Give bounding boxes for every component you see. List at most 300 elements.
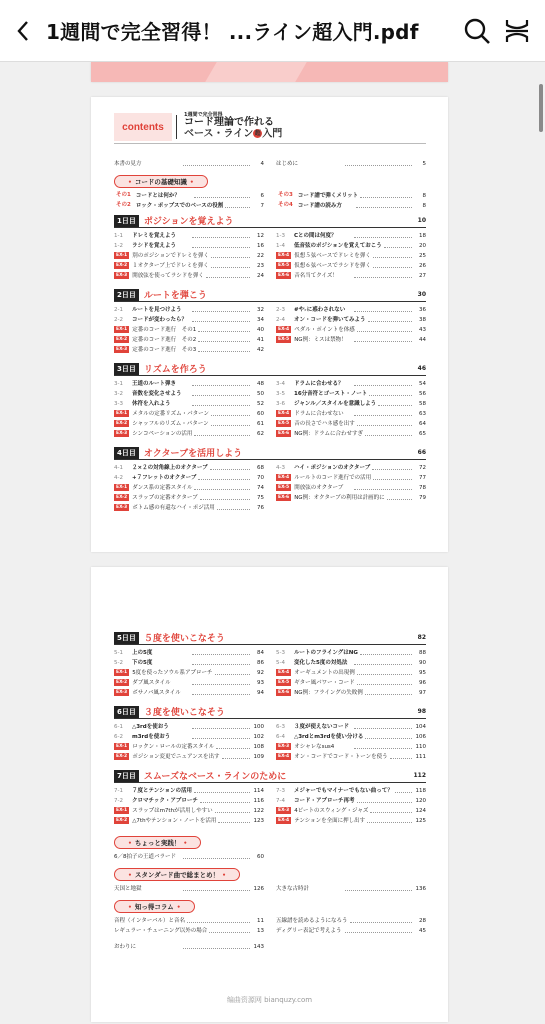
day-title: ５度を使いこなそう xyxy=(143,634,225,644)
entry-page: 109 xyxy=(253,754,264,760)
entry-page: 42 xyxy=(257,347,264,353)
toc-entry[interactable] xyxy=(276,241,426,251)
entry-page: 100 xyxy=(253,724,264,730)
exercise-badge: EX-5 xyxy=(278,263,290,268)
toc-entry[interactable] xyxy=(276,399,426,409)
exercise-badge: EX-3 xyxy=(278,808,290,813)
exercise-badge: EX-3 xyxy=(116,690,128,695)
entry-page: 63 xyxy=(419,411,426,417)
exercise-badge: EX-3 xyxy=(116,273,128,278)
entry-title: ジャンル／スタイルを意識しよう xyxy=(294,401,377,407)
entry-title: コードが変わったら？ xyxy=(132,317,187,323)
entry-title: 仮想６弦ベースでラシドを弾く xyxy=(294,263,371,269)
entry-title: △3rdを使おう xyxy=(132,724,169,730)
collapse-button[interactable] xyxy=(497,0,537,62)
exercise-badge: EX-3 xyxy=(116,505,128,510)
entry-page: 28 xyxy=(419,918,426,924)
entry-page: 77 xyxy=(419,475,426,481)
exercise-badge: EX-5 xyxy=(278,680,290,685)
toc-entry[interactable] xyxy=(276,648,426,658)
toc-entry[interactable] xyxy=(276,742,426,752)
toc-entry[interactable] xyxy=(276,251,426,261)
exercise-badge: EX-3 xyxy=(116,347,128,352)
entry-page: 13 xyxy=(257,928,264,934)
day-number: 1日目 xyxy=(114,215,139,227)
toc-entry[interactable] xyxy=(114,201,264,211)
entry-number: 7-2 xyxy=(114,798,123,804)
toc-entry[interactable] xyxy=(114,926,264,936)
day-number: 6日目 xyxy=(114,706,139,718)
entry-title: スラップの定番オクターブ xyxy=(132,495,198,501)
entry-title: 定番のコード進行 その2 xyxy=(132,337,197,343)
toc-entry[interactable] xyxy=(276,926,426,936)
entry-page: 86 xyxy=(257,660,264,666)
toc-entry[interactable] xyxy=(276,463,426,473)
entry-page: 40 xyxy=(257,327,264,333)
day-page: 46 xyxy=(417,365,426,372)
entry-page: 38 xyxy=(419,317,426,323)
entry-title: ロック・ポップスでのベースの役割 xyxy=(135,203,224,209)
top-toolbar xyxy=(0,0,545,62)
exercise-badge: EX-2 xyxy=(116,421,128,426)
entry-title: 16分音符とゴースト・ノート xyxy=(294,391,368,397)
entry-title: コード譜で弾くメリット xyxy=(297,193,359,199)
entry-page: 60 xyxy=(257,854,264,860)
entry-page: 4 xyxy=(260,161,264,167)
day-heading[interactable] xyxy=(114,446,426,460)
entry-number: 7-4 xyxy=(276,798,285,804)
exercise-badge: EX-6 xyxy=(278,431,290,436)
toc-entry[interactable] xyxy=(114,942,264,952)
entry-title: ポジション変更でニュアンスを出す xyxy=(132,754,220,760)
contents-badge: contents xyxy=(114,113,172,141)
toc-entry[interactable] xyxy=(276,816,426,826)
entry-page: 24 xyxy=(257,273,264,279)
toc-entry[interactable] xyxy=(114,796,264,806)
entry-page: 70 xyxy=(257,475,264,481)
entry-number: 2-3 xyxy=(276,307,285,313)
entry-title: 5度を使ったソウル系アプローチ xyxy=(132,670,213,676)
toc-entry[interactable] xyxy=(276,271,426,281)
toc-entry[interactable] xyxy=(114,409,264,419)
toc-entry[interactable] xyxy=(114,493,264,503)
toc-entry[interactable] xyxy=(114,389,264,399)
entry-page: 116 xyxy=(253,798,264,804)
entry-number: 5-4 xyxy=(276,660,285,666)
entry-title: 本書の見方 xyxy=(114,161,142,167)
entry-page: 93 xyxy=(257,680,264,686)
entry-page: 26 xyxy=(419,263,426,269)
toc-entry[interactable] xyxy=(114,688,264,698)
entry-page: 74 xyxy=(257,485,264,491)
entry-title: ルートを見つけよう xyxy=(132,307,182,313)
toc-entry[interactable] xyxy=(114,503,264,513)
toc-entry[interactable] xyxy=(114,191,264,201)
toc-entry[interactable] xyxy=(276,722,426,732)
entry-number: 7-3 xyxy=(276,788,285,794)
entry-page: 64 xyxy=(419,421,426,427)
entry-page: 7 xyxy=(260,203,264,209)
entry-title: 下の5度 xyxy=(132,660,153,666)
entry-page: 88 xyxy=(419,650,426,656)
entry-title: ハイ・ポジションのオクターブ xyxy=(294,465,371,471)
entry-page: 56 xyxy=(419,391,426,397)
day-title: スムーズなベース・ラインのために xyxy=(143,772,287,782)
entry-page: 124 xyxy=(415,808,426,814)
entry-title: 音程（インターバル）と音名 xyxy=(114,918,186,924)
entry-page: 20 xyxy=(419,243,426,249)
exercise-badge: EX-3 xyxy=(278,744,290,749)
toc-entry[interactable] xyxy=(114,271,264,281)
back-button[interactable] xyxy=(0,0,46,62)
toc-entry[interactable] xyxy=(114,241,264,251)
toc-entry[interactable] xyxy=(114,816,264,826)
day-number: 4日目 xyxy=(114,447,139,459)
entry-number: 5-2 xyxy=(114,660,123,666)
toc-entry[interactable] xyxy=(114,305,264,315)
search-icon xyxy=(463,17,491,45)
section-pill: • 知っ得コラム • xyxy=(114,900,195,913)
entry-number: 1-3 xyxy=(276,233,285,239)
search-button[interactable] xyxy=(457,0,497,62)
toc-entry[interactable] xyxy=(114,742,264,752)
entry-page: 44 xyxy=(419,337,426,343)
entry-title: NG例：フライングの失敗例 xyxy=(294,690,363,696)
toc-entry[interactable] xyxy=(114,884,264,894)
toc-entry[interactable] xyxy=(276,678,426,688)
entry-title: 音数を変化させよう xyxy=(132,391,182,397)
toc-entry[interactable] xyxy=(276,732,426,742)
book-title: 1週間で完全習得 コード理論で作れる ベース・ライン超 入門 xyxy=(184,112,283,140)
exercise-badge: EX-1 xyxy=(116,411,128,416)
entry-page: 110 xyxy=(415,744,426,750)
entry-page: 65 xyxy=(419,431,426,437)
entry-title: NG例：ドラムに合わせすぎ xyxy=(294,431,364,437)
toc-entry[interactable] xyxy=(114,678,264,688)
entry-title: オーギュメントの出現例 xyxy=(294,670,355,676)
toc-entry[interactable] xyxy=(114,419,264,429)
entry-title: 低音弦のポジションを覚えておこう xyxy=(294,243,382,249)
exercise-badge: EX-2 xyxy=(116,818,128,823)
entry-page: 5 xyxy=(422,161,426,167)
entry-title: Cとの間は何度？ xyxy=(294,233,337,239)
entry-title: 天国と地獄 xyxy=(114,886,142,892)
entry-page: 118 xyxy=(415,788,426,794)
entry-number: 6-3 xyxy=(276,724,285,730)
entry-number: 3-5 xyxy=(276,391,285,397)
entry-title: ロックン・ロールの定番スタイル xyxy=(132,744,215,750)
exercise-badge: EX-4 xyxy=(278,327,290,332)
entry-title: 開放弦のオクターブ xyxy=(294,485,344,491)
exercise-badge: その1 xyxy=(116,192,131,198)
exercise-badge: EX-6 xyxy=(278,273,290,278)
toc-entry[interactable] xyxy=(276,806,426,816)
toc-entry[interactable] xyxy=(276,389,426,399)
entry-page: 61 xyxy=(257,421,264,427)
toc-entry[interactable] xyxy=(114,325,264,335)
entry-title: クロマチック・アプローチ xyxy=(132,798,198,804)
entry-title: ダブ風スタイル xyxy=(132,680,171,686)
toc-entry[interactable] xyxy=(276,916,426,926)
entry-title: メジャーでもマイナーでもない曲って？ xyxy=(294,788,393,794)
toc-entry[interactable] xyxy=(114,315,264,325)
entry-number: 1-4 xyxy=(276,243,285,249)
entry-page: 78 xyxy=(419,485,426,491)
toc-entry[interactable] xyxy=(276,419,426,429)
entry-title: スラップはm7thが活用しやすい xyxy=(132,808,213,814)
entry-title: △3rdとm3rdを使い分ける xyxy=(294,734,364,740)
toc-entry[interactable] xyxy=(276,231,426,241)
day-page: 66 xyxy=(417,449,426,456)
entry-title: 定番のコード進行 その3 xyxy=(132,347,197,353)
toc-entry[interactable] xyxy=(114,722,264,732)
entry-title: ボサノバ風スタイル xyxy=(132,690,181,696)
entry-number: 4-3 xyxy=(276,465,285,471)
entry-number: 6-2 xyxy=(114,734,123,740)
entry-title: ２×２の対角線上のオクターブ xyxy=(132,465,208,471)
day-heading[interactable] xyxy=(114,705,426,719)
toc-entry[interactable] xyxy=(276,668,426,678)
exercise-badge: EX-2 xyxy=(116,337,128,342)
entry-number: 2-1 xyxy=(114,307,123,313)
toc-entry[interactable] xyxy=(276,315,426,325)
toc-entry[interactable] xyxy=(114,429,264,439)
entry-page: 22 xyxy=(257,253,264,259)
entry-page: 123 xyxy=(253,818,264,824)
prev-page-fragment xyxy=(91,62,448,82)
entry-page: 106 xyxy=(415,734,426,740)
entry-page: 97 xyxy=(419,690,426,696)
toc-entry[interactable] xyxy=(114,648,264,658)
toc-entry[interactable] xyxy=(114,732,264,742)
toc-entry[interactable] xyxy=(114,668,264,678)
entry-title: ラシドを覚えよう xyxy=(132,243,177,249)
scrollbar-thumb[interactable] xyxy=(539,84,543,132)
exercise-badge: その4 xyxy=(278,202,293,208)
entry-title: 大きな古時計 xyxy=(276,886,310,892)
day-heading[interactable] xyxy=(114,769,426,783)
section-pill: • スタンダード曲で総まとめ！ • xyxy=(114,868,240,881)
back-chevron-icon xyxy=(16,20,30,42)
day-number: 2日目 xyxy=(114,289,139,301)
entry-number: 3-4 xyxy=(276,381,285,387)
entry-title: メタルの定番リズム・パターン xyxy=(132,411,209,417)
toc-entry[interactable] xyxy=(114,473,264,483)
toc-entry[interactable] xyxy=(114,806,264,816)
entry-number: 1-1 xyxy=(114,233,123,239)
entry-page: 102 xyxy=(253,734,264,740)
entry-title: ルートのフライングはNG xyxy=(294,650,358,656)
entry-title: レギュラー・チューニング以外の場合 xyxy=(114,928,208,934)
toc-entry[interactable] xyxy=(114,345,264,355)
toc-entry[interactable] xyxy=(114,231,264,241)
day-heading[interactable] xyxy=(114,362,426,376)
exercise-badge: EX-5 xyxy=(278,337,290,342)
entry-title: コード譜の読み方 xyxy=(297,203,342,209)
entry-title: 4ビートのスウィング・ジャズ xyxy=(294,808,369,814)
toc-entry[interactable] xyxy=(114,786,264,796)
exercise-badge: EX-2 xyxy=(116,754,128,759)
exercise-badge: EX-1 xyxy=(116,670,128,675)
toc-entry[interactable] xyxy=(276,159,426,169)
exercise-badge: EX-4 xyxy=(278,411,290,416)
toc-entry[interactable] xyxy=(114,658,264,668)
toc-entry[interactable] xyxy=(276,658,426,668)
entry-page: 96 xyxy=(419,680,426,686)
entry-page: 104 xyxy=(415,724,426,730)
entry-page: 45 xyxy=(419,928,426,934)
entry-page: 34 xyxy=(257,317,264,323)
entry-page: 11 xyxy=(257,918,264,924)
toc-entry[interactable] xyxy=(276,305,426,315)
day-heading[interactable] xyxy=(114,631,426,645)
toc-entry[interactable] xyxy=(114,916,264,926)
toc-entry[interactable] xyxy=(114,852,264,862)
entry-page: 43 xyxy=(419,327,426,333)
exercise-badge: EX-1 xyxy=(116,744,128,749)
entry-page: 8 xyxy=(422,203,427,209)
day-heading[interactable] xyxy=(114,288,426,302)
toc-entry[interactable] xyxy=(276,409,426,419)
day-page: 30 xyxy=(417,291,426,298)
entry-page: 54 xyxy=(419,381,426,387)
exercise-badge: EX-2 xyxy=(116,680,128,685)
day-page: 82 xyxy=(417,634,426,641)
toc-entry[interactable] xyxy=(276,325,426,335)
toc-entry[interactable] xyxy=(276,752,426,762)
entry-page: 60 xyxy=(257,411,264,417)
entry-title: はじめに xyxy=(276,161,299,167)
entry-title: ギター風パワー・コード xyxy=(294,680,355,686)
entry-page: 108 xyxy=(253,744,264,750)
toc-entry[interactable] xyxy=(114,335,264,345)
entry-page: 125 xyxy=(415,818,426,824)
exercise-badge: EX-1 xyxy=(116,485,128,490)
exercise-badge: EX-6 xyxy=(278,495,290,500)
entry-page: 6 xyxy=(260,193,265,199)
entry-title: 音名当てクイズ！ xyxy=(294,273,338,279)
toc-entry[interactable] xyxy=(114,752,264,762)
entry-title: おわりに xyxy=(114,944,137,950)
toc-entry[interactable] xyxy=(276,473,426,483)
entry-page: 18 xyxy=(419,233,426,239)
entry-title: ペダル・ポイントを体感 xyxy=(294,327,355,333)
entry-title: △7thやテンション・ノートを活用 xyxy=(132,818,217,824)
entry-page: 94 xyxy=(257,690,264,696)
toc-entry[interactable] xyxy=(276,786,426,796)
toc-entry[interactable] xyxy=(276,796,426,806)
entry-title: ７度とテンションの活用 xyxy=(132,788,192,794)
toc-entry[interactable] xyxy=(114,399,264,409)
entry-title: #や♭に惑わされない xyxy=(294,307,346,313)
entry-page: 111 xyxy=(415,754,426,760)
entry-title: ダンス系の定番スタイル xyxy=(132,485,193,491)
exercise-badge: EX-3 xyxy=(116,431,128,436)
toc-entry[interactable] xyxy=(114,261,264,271)
toc-entry[interactable] xyxy=(276,191,426,201)
toc-entry[interactable] xyxy=(114,159,264,169)
entry-title: ドラムに合わせる？ xyxy=(294,381,344,387)
exercise-badge: EX-1 xyxy=(116,327,128,332)
day-page: 98 xyxy=(417,708,426,715)
toc-entry[interactable] xyxy=(276,335,426,345)
entry-page: 52 xyxy=(257,401,264,407)
toc-entry[interactable] xyxy=(276,884,426,894)
section-pill: • ちょっと実践！ • xyxy=(114,836,201,849)
entry-number: 5-3 xyxy=(276,650,285,656)
entry-title: +７フレットのオクターブ xyxy=(132,475,197,481)
entry-title: NG例：オクターブの利用は計画的に xyxy=(294,495,385,501)
toc-entry[interactable] xyxy=(114,379,264,389)
day-title: ３度を使いこなそう xyxy=(143,708,225,718)
entry-number: 3-6 xyxy=(276,401,285,407)
entry-title: オン・コードでコード・トーンを使う xyxy=(294,754,388,760)
toc-entry[interactable] xyxy=(276,429,426,439)
entry-page: 76 xyxy=(257,505,264,511)
entry-page: 126 xyxy=(253,886,264,892)
toc-entry[interactable] xyxy=(114,251,264,261)
exercise-badge: その3 xyxy=(278,192,293,198)
contents-header xyxy=(114,113,426,145)
entry-title: ドレミを覚えよう xyxy=(132,233,177,239)
entry-title: 上の5度 xyxy=(132,650,153,656)
exercise-badge: EX-2 xyxy=(116,263,128,268)
entry-number: 1-2 xyxy=(114,243,123,249)
pdf-page-contents-1 xyxy=(91,97,448,552)
day-number: 7日目 xyxy=(114,770,139,782)
entry-title: ドラムに合わせない xyxy=(294,411,344,417)
toc-entry[interactable] xyxy=(276,201,426,211)
toc-entry[interactable] xyxy=(276,379,426,389)
entry-page: 62 xyxy=(257,431,264,437)
entry-page: 12 xyxy=(257,233,264,239)
entry-title: NG例：ミスは禁物！ xyxy=(294,337,347,343)
entry-number: 4-1 xyxy=(114,465,123,471)
entry-title: ルールトのコード進行での活用 xyxy=(294,475,372,481)
day-page: 10 xyxy=(417,217,426,224)
entry-page: 95 xyxy=(419,670,426,676)
entry-number: 3-3 xyxy=(114,401,123,407)
toc-entry[interactable] xyxy=(276,493,426,503)
entry-page: 90 xyxy=(419,660,426,666)
entry-number: 2-4 xyxy=(276,317,285,323)
entry-number: 7-1 xyxy=(114,788,123,794)
toc-entry[interactable] xyxy=(276,688,426,698)
entry-page: 143 xyxy=(253,944,264,950)
watermark: 编曲资源网 bianquzy.com xyxy=(226,996,313,1004)
entry-page: 25 xyxy=(419,253,426,259)
day-page: 112 xyxy=(413,772,426,779)
day-heading[interactable] xyxy=(114,214,426,228)
entry-title: ボトム感の有還なハイ・ポジ活用 xyxy=(132,505,215,511)
entry-page: 27 xyxy=(419,273,426,279)
entry-page: 48 xyxy=(257,381,264,387)
exercise-badge: EX-1 xyxy=(116,808,128,813)
entry-title: 五線譜を読めるようになろう xyxy=(276,918,348,924)
toc-entry[interactable] xyxy=(114,483,264,493)
entry-page: 114 xyxy=(253,788,264,794)
exercise-badge: EX-4 xyxy=(278,754,290,759)
entry-page: 50 xyxy=(257,391,264,397)
entry-title: 仮想５弦ベースでドレミを弾く xyxy=(294,253,371,259)
section-pill: • コードの基礎知識 • xyxy=(114,175,208,188)
day-title: ルートを弾こう xyxy=(143,291,207,301)
toc-entry[interactable] xyxy=(114,463,264,473)
toc-entry[interactable] xyxy=(276,483,426,493)
entry-page: 8 xyxy=(422,193,426,199)
entry-page: 16 xyxy=(257,243,264,249)
toc-entry[interactable] xyxy=(276,261,426,271)
